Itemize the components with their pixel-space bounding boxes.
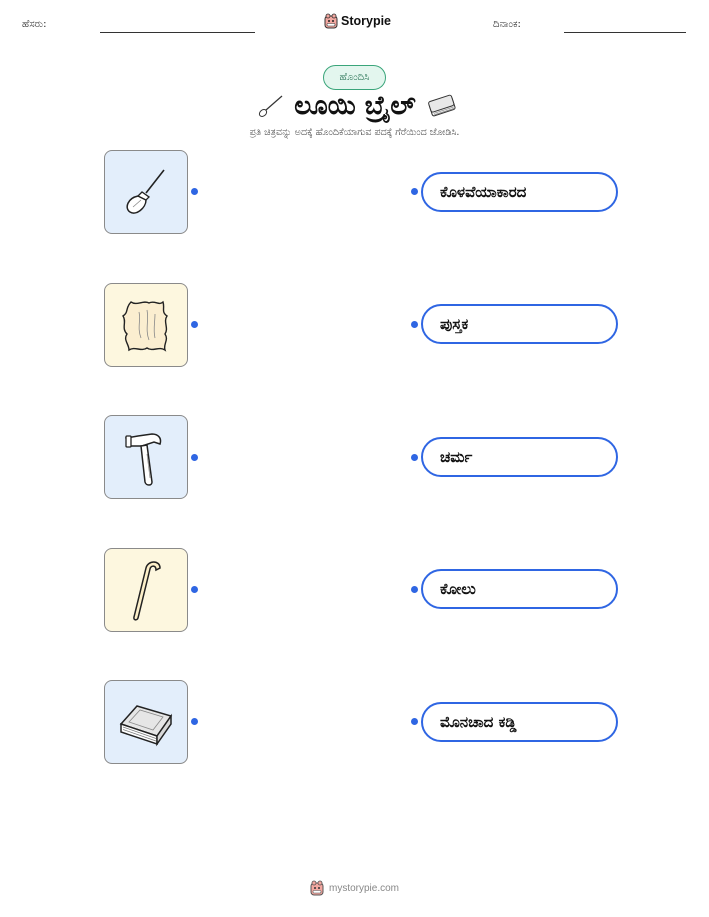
footer bbox=[0, 880, 709, 896]
image-card-hammer[interactable] bbox=[104, 415, 188, 499]
word-dot[interactable] bbox=[411, 454, 418, 461]
image-dot[interactable] bbox=[191, 718, 198, 725]
word-box[interactable]: ಕೋಲು bbox=[421, 569, 618, 609]
book-icon bbox=[426, 94, 458, 118]
storypie-logo-icon bbox=[324, 13, 338, 29]
word-box[interactable]: ಚರ್ಮ bbox=[421, 437, 618, 477]
brand bbox=[324, 13, 391, 29]
activity-badge: ಹೊಂದಿಸಿ bbox=[323, 65, 386, 90]
word-box[interactable]: ಕೊಳವೆಯಾಕಾರದ bbox=[421, 172, 618, 212]
date-input-line[interactable] bbox=[564, 32, 686, 33]
name-label: ಹೆಸರು: bbox=[22, 19, 47, 30]
word-dot[interactable] bbox=[411, 321, 418, 328]
word-box[interactable]: ಮೊನಚಾದ ಕಡ್ಡಿ bbox=[421, 702, 618, 742]
instructions: ಪ್ರತಿ ಚಿತ್ರವನ್ನು ಅದಕ್ಕೆ ಹೊಂದಿಕೆಯಾಗುವ ಪದಕ್ಕೆ ಗೆರೆಯಿಂದ ಜೋಡಿಸಿ. bbox=[249, 127, 460, 138]
leather-hide-icon bbox=[115, 294, 177, 356]
book-icon bbox=[113, 692, 179, 752]
image-dot[interactable] bbox=[191, 188, 198, 195]
word-dot[interactable] bbox=[411, 586, 418, 593]
image-card-leather[interactable] bbox=[104, 283, 188, 367]
title-text: ಲೂಯಿ ಬ್ರೈಲ್ bbox=[294, 90, 416, 121]
word-box[interactable]: ಪುಸ್ತಕ bbox=[421, 304, 618, 344]
hammer-icon bbox=[116, 424, 176, 490]
cane-icon bbox=[116, 556, 176, 624]
image-dot[interactable] bbox=[191, 586, 198, 593]
word-dot[interactable] bbox=[411, 718, 418, 725]
brand-name: Storypie bbox=[341, 14, 392, 28]
image-dot[interactable] bbox=[191, 454, 198, 461]
date-label: ದಿನಾಂಕ: bbox=[493, 19, 521, 30]
image-card-cane[interactable] bbox=[104, 548, 188, 632]
image-card-book[interactable] bbox=[104, 680, 188, 764]
storypie-logo-icon bbox=[310, 880, 324, 896]
image-dot[interactable] bbox=[191, 321, 198, 328]
footer-site[interactable]: mystorypie.com bbox=[328, 882, 399, 894]
word-dot[interactable] bbox=[411, 188, 418, 195]
awl-icon bbox=[256, 93, 284, 119]
image-card-awl[interactable] bbox=[104, 150, 188, 234]
awl-icon bbox=[116, 162, 176, 222]
name-input-line[interactable] bbox=[100, 32, 255, 33]
page-title bbox=[240, 86, 474, 126]
